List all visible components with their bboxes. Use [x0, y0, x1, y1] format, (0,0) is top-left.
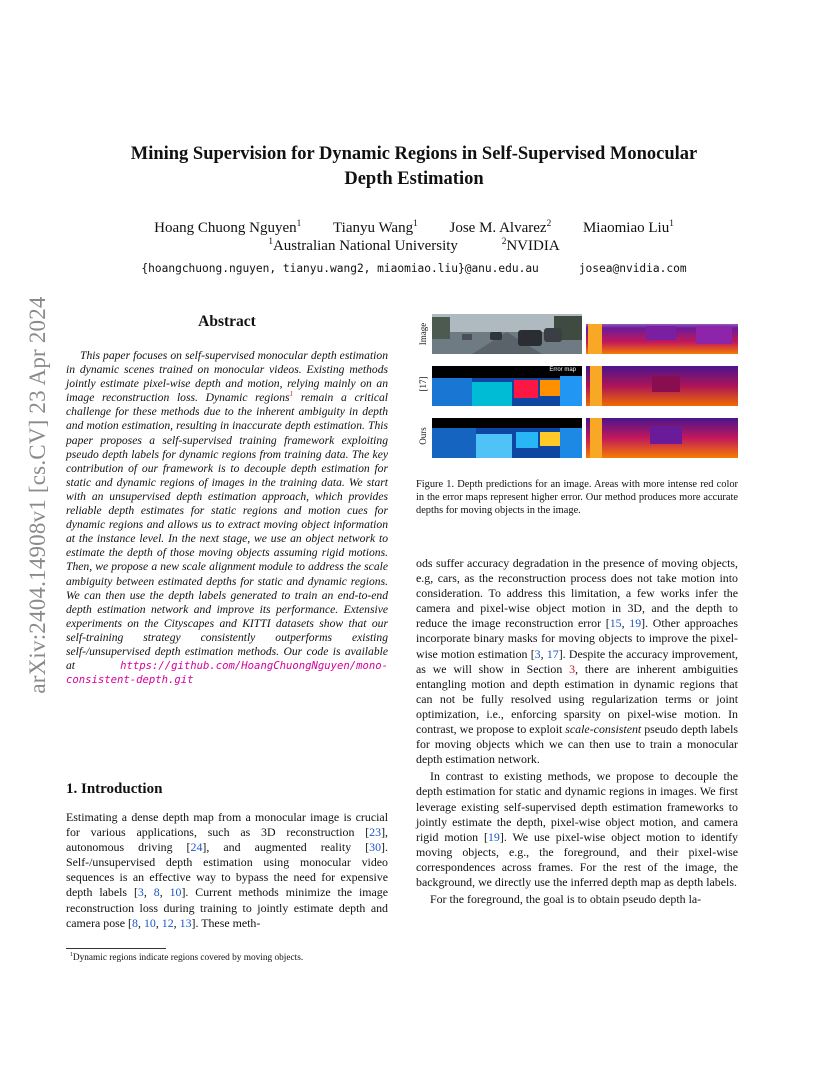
title-line-2: Depth Estimation — [344, 169, 484, 189]
intro-heading: 1. Introduction — [66, 781, 163, 797]
depth-ours-panel — [586, 418, 738, 458]
citation[interactable]: 17 — [546, 646, 559, 661]
author-list — [60, 220, 768, 237]
citation[interactable]: 8 — [132, 915, 138, 930]
citation[interactable]: 10 — [169, 885, 182, 900]
ground-truth-tag: Ground-truth depth — [681, 315, 732, 321]
arxiv-stamp — [18, 285, 58, 705]
row-label-ref: [17] — [418, 376, 428, 392]
row-label-ours: Ours — [418, 427, 428, 445]
input-image-panel — [432, 314, 582, 354]
citation[interactable]: 19 — [629, 616, 642, 631]
footnote-mark[interactable]: 1 — [289, 390, 294, 399]
affiliation-1: $^1$Australian National University — [268, 237, 458, 254]
code-link[interactable]: https://github.com/HoangChuongNguyen/mono-consistent-depth.git — [66, 660, 388, 687]
citation[interactable]: 30 — [369, 840, 382, 855]
citation[interactable]: 23 — [369, 825, 382, 840]
citation[interactable]: 13 — [179, 915, 192, 930]
citation[interactable]: 15 — [609, 616, 622, 631]
citation[interactable]: 8 — [153, 885, 160, 900]
email-anu: {hoangchuong.nguyen, tianyu.wang2, miaomiao.liu}@anu.edu.au — [141, 262, 539, 275]
paper-title — [60, 142, 768, 192]
title-line-1: Mining Supervision for Dynamic Regions in Self-Supervised Monocular — [130, 144, 698, 164]
affiliation-2: $^2$NVIDIA — [501, 237, 560, 254]
citation[interactable]: 19 — [487, 829, 500, 844]
error-map-tag: Error map — [549, 367, 576, 373]
citation[interactable]: 24 — [190, 840, 203, 855]
abstract-heading: Abstract — [198, 313, 256, 330]
footnote-rule — [66, 948, 166, 949]
arxiv-stamp-text: arXiv:2404.14908v1 [cs.CV] 23 Apr 2024 — [25, 296, 50, 694]
citation[interactable]: 3 — [137, 885, 144, 900]
depth-ref-panel — [586, 366, 738, 406]
error-map-ref-panel — [432, 366, 582, 406]
paragraph: In contrast to existing methods, we propose to decouple the depth estimation for static and dynamic regions in images. We first leverage existing self-supervised depth estimation frameworks to jointly estimate the depth, pixel-wise object motion, and camera rigid motion [19]. We use pixel-wise object motion to identify moving objects, e.g., the foreground, and their pixel-wise correspondences across frames. For the rest of the image, the background, we directly use the inferred depth map as depth labels. — [416, 769, 738, 889]
intro-text: Estimating a dense depth map from a monocular image is crucial for various applications, such as 3D reconstruction [23], autonomous driving [24], and augmented reality [30]. Self-/unsupervised depth estimation using monocular video sequences is an effective way to bypass the need for expensive depth labels [3, 8, 10]. Current methods minimize the image reconstruction loss during training to jointly estimate depth and camera pose [8, 10, 12, 13]. These meth- — [66, 810, 388, 930]
right-column-text — [416, 556, 738, 907]
citation[interactable]: 3 — [534, 646, 541, 661]
affiliations — [60, 238, 768, 255]
author-1: Hoang Chuong Nguyen$^1$ — [154, 219, 302, 236]
citation[interactable]: 12 — [161, 915, 174, 930]
footnote: $^1$Dynamic regions indicate regions covered by moving objects. — [70, 951, 304, 963]
figure-1 — [416, 312, 738, 462]
email-line — [60, 262, 768, 275]
author-3: Jose M. Alvarez$^2$ — [449, 219, 552, 236]
author-4: Miaomiao Liu$^1$ — [582, 219, 674, 236]
row-label-image: Image — [418, 322, 428, 346]
figure-1-caption: Figure 1. Depth predictions for an image. Areas with more intense red color in the error maps represent higher error. Our method produces more accurate depths for moving objects in the image. — [416, 479, 738, 516]
section-ref[interactable]: 3 — [569, 661, 576, 676]
author-2: Tianyu Wang$^1$ — [333, 219, 418, 236]
citation[interactable]: 10 — [143, 915, 156, 930]
error-map-ours-panel — [432, 418, 582, 458]
abstract-text: This paper focuses on self-supervised monocular depth estimation in dynamic scenes trained on monocular videos. Existing methods jointly estimate pixel-wise depth and motion, relying mainly on an image reconstruction loss. Dynamic regions$^1$ remain a critical challenge for these methods due to the inherent ambiguity in depth and motion estimation, resulting in inaccurate depth estimation. This paper proposes a self-supervised training framework exploiting pseudo depth labels for dynamic regions from training data. The key contribution of our framework is to decouple depth estimation for static and dynamic regions of images in the training data. We start with an unsupervised depth estimation approach, which provides reliable depth estimates for static regions and motion cues for dynamic regions and allows us to extract moving object information at the instance level. In the next stage, we use an object network to estimate the depth of those moving objects assuming rigid motions. Then, we propose a new scale alignment module to address the scale ambiguity between estimated depths for static and dynamic regions. We can then use the depth labels generated to train an end-to-end depth estimation network and improve its performance. Extensive experiments on the Cityscapes and KITTI datasets show that our self-training strategy consistently outperforms existing self-/unsupervised depth estimation methods. Our code is available at https://github.com/HoangChuongNguyen/mono-consistent-depth.git — [66, 349, 388, 687]
email-nvidia: josea@nvidia.com — [578, 262, 687, 275]
paragraph: For the foreground, the goal is to obtain pseudo depth la- — [430, 892, 702, 907]
ground-truth-depth-panel — [586, 314, 738, 354]
paragraph: ods suffer accuracy degradation in the presence of moving objects, e.g, cars, as the reconstruction process does not take motion into consideration. To address this limitation, a few works infer the camera and pixel-wise object motion in 3D, and the depth to reduce the image reconstruction error [15, 19]. Other approaches incorporate binary masks for moving objects to improve the pixel-wise motion estimation [3, 17]. Despite the accuracy improvement, as we will show in Section 3, there are inherent ambiguities entangling motion and depth estimation in dynamic regions that can not be fully resolved using regularization terms or joint optimization, i.e., enforcing sparsity on pixel-wise motion. In contrast, we propose to exploit scale-consistent pseudo depth labels for moving objects which we can then use to train a monocular depth estimation network. — [416, 556, 738, 767]
